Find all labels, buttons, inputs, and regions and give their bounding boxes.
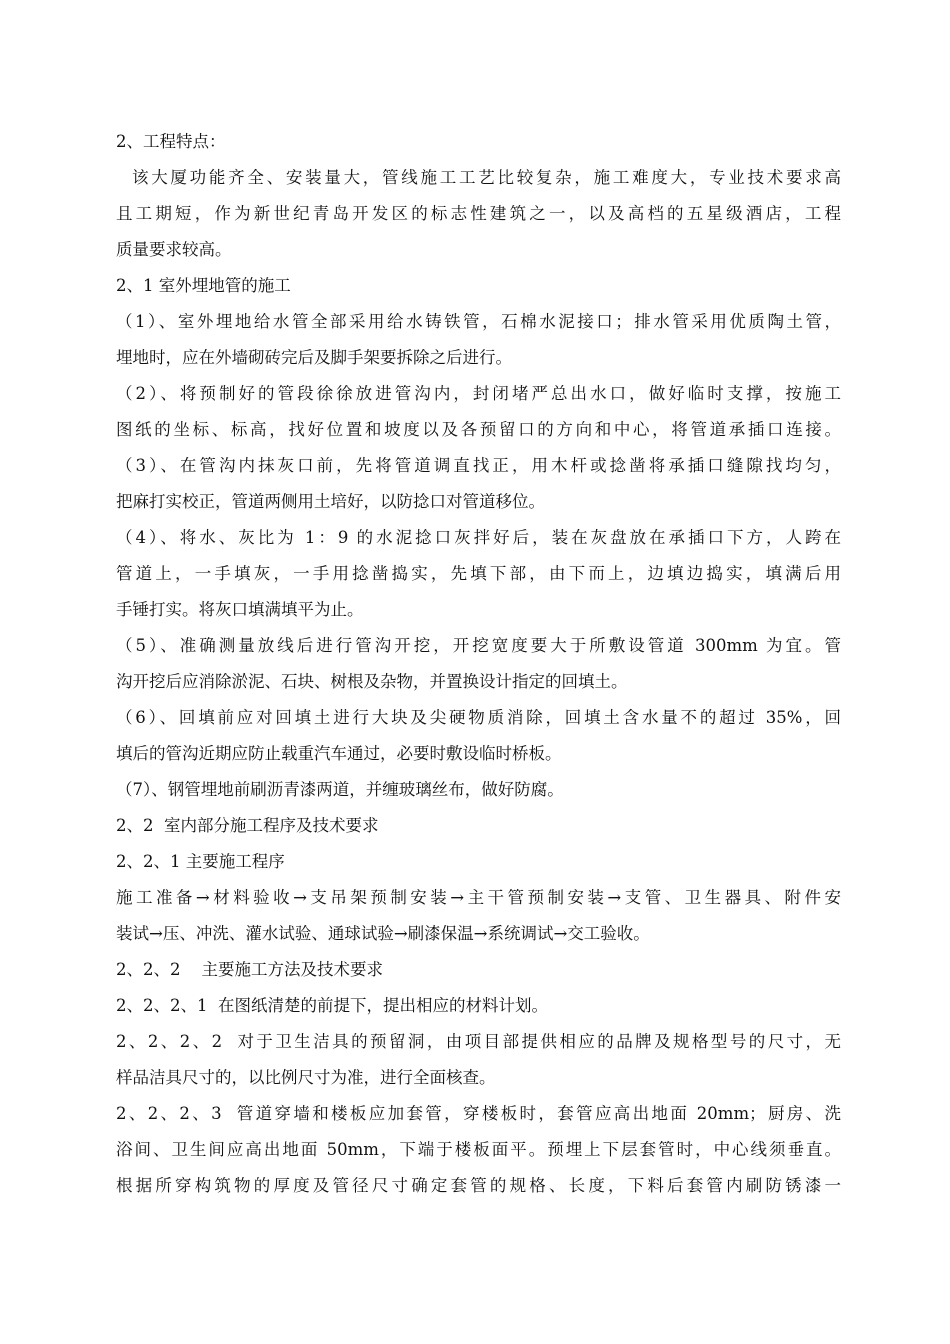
heading-main-methods: 2、2、2 主要施工方法及技术要求 — [116, 960, 383, 979]
paragraph-line: 2、2、2、1 在图纸清楚的前提下，提出相应的材料计划。 — [116, 996, 548, 1015]
paragraph-line: 2、2、2、3 管道穿墙和楼板应加套管，穿楼板时，套管应高出地面 20mm；厨房、洗 — [116, 1104, 841, 1123]
heading-outdoor-buried-pipe: 2、1 室外埋地管的施工 — [116, 276, 291, 295]
paragraph-line: 浴间、卫生间应高出地面 50mm，下端于楼板面平。预埋上下层套管时，中心线须垂直。 — [116, 1140, 841, 1159]
paragraph-line: （7）、钢管埋地前刷沥青漆两道，并缠玻璃丝布，做好防腐。 — [116, 780, 564, 799]
paragraph-line: 图纸的坐标、标高，找好位置和坡度以及各预留口的方向和中心，将管道承插口连接。 — [116, 420, 841, 439]
paragraph-line: 手锤打实。将灰口填满填平为止。 — [116, 600, 364, 619]
paragraph-line: 且工期短，作为新世纪青岛开发区的标志性建筑之一，以及高档的五星级酒店，工程 — [116, 204, 841, 223]
paragraph-line: （3）、在管沟内抹灰口前，先将管道调直找正，用木杆或捻凿将承插口缝隙找均匀， — [116, 456, 841, 475]
paragraph-line: 填后的管沟近期应防止载重汽车通过，必要时敷设临时桥板。 — [116, 744, 562, 763]
paragraph-line: （5）、准确测量放线后进行管沟开挖，开挖宽度要大于所敷设管道 300mm 为宜。管 — [116, 636, 841, 655]
paragraph-line: 样品洁具尺寸的，以比例尺寸为准，进行全面核查。 — [116, 1068, 496, 1087]
document-body — [116, 124, 841, 1204]
paragraph-line: 沟开挖后应消除淤泥、石块、树根及杂物，并置换设计指定的回填土。 — [116, 672, 628, 691]
paragraph-line: （6）、回填前应对回填土进行大块及尖硬物质消除，回填土含水量不的超过 35%，回 — [116, 708, 841, 727]
paragraph-line: （1）、室外埋地给水管全部采用给水铸铁管，石棉水泥接口；排水管采用优质陶土管， — [116, 312, 841, 331]
paragraph-line: 根据所穿构筑物的厚度及管径尺寸确定套管的规格、长度，下料后套管内刷防锈漆一 — [116, 1176, 841, 1195]
paragraph-line: 该大厦功能齐全、安装量大，管线施工工艺比较复杂，施工难度大，专业技术要求高 — [116, 168, 841, 187]
paragraph-line: 埋地时，应在外墙砌砖完后及脚手架要拆除之后进行。 — [116, 348, 512, 367]
heading-project-features: 2、工程特点： — [116, 132, 226, 151]
paragraph-line: 施工准备→材料验收→支吊架预制安装→主干管预制安装→支管、卫生器具、附件安 — [116, 888, 841, 907]
paragraph-line: 质量要求较高。 — [116, 240, 232, 259]
heading-indoor-procedure: 2、2 室内部分施工程序及技术要求 — [116, 816, 379, 835]
paragraph-line: （4）、将水、灰比为 1：9 的水泥捻口灰拌好后，装在灰盘放在承插口下方，人跨在 — [116, 528, 841, 547]
heading-main-procedure: 2、2、1 主要施工程序 — [116, 852, 285, 871]
paragraph-line: 管道上，一手填灰，一手用捻凿捣实，先填下部，由下而上，边填边捣实，填满后用 — [116, 564, 841, 583]
paragraph-line: 2、2、2、2 对于卫生洁具的预留洞，由项目部提供相应的品牌及规格型号的尺寸，无 — [116, 1032, 841, 1051]
paragraph-line: 把麻打实校正，管道两侧用土培好，以防捻口对管道移位。 — [116, 492, 545, 511]
paragraph-line: （2）、将预制好的管段徐徐放进管沟内，封闭堵严总出水口，做好临时支撑，按施工 — [116, 384, 841, 403]
paragraph-line: 装试→压、冲洗、灌水试验、通球试验→刷漆保温→系统调试→交工验收。 — [116, 924, 650, 943]
